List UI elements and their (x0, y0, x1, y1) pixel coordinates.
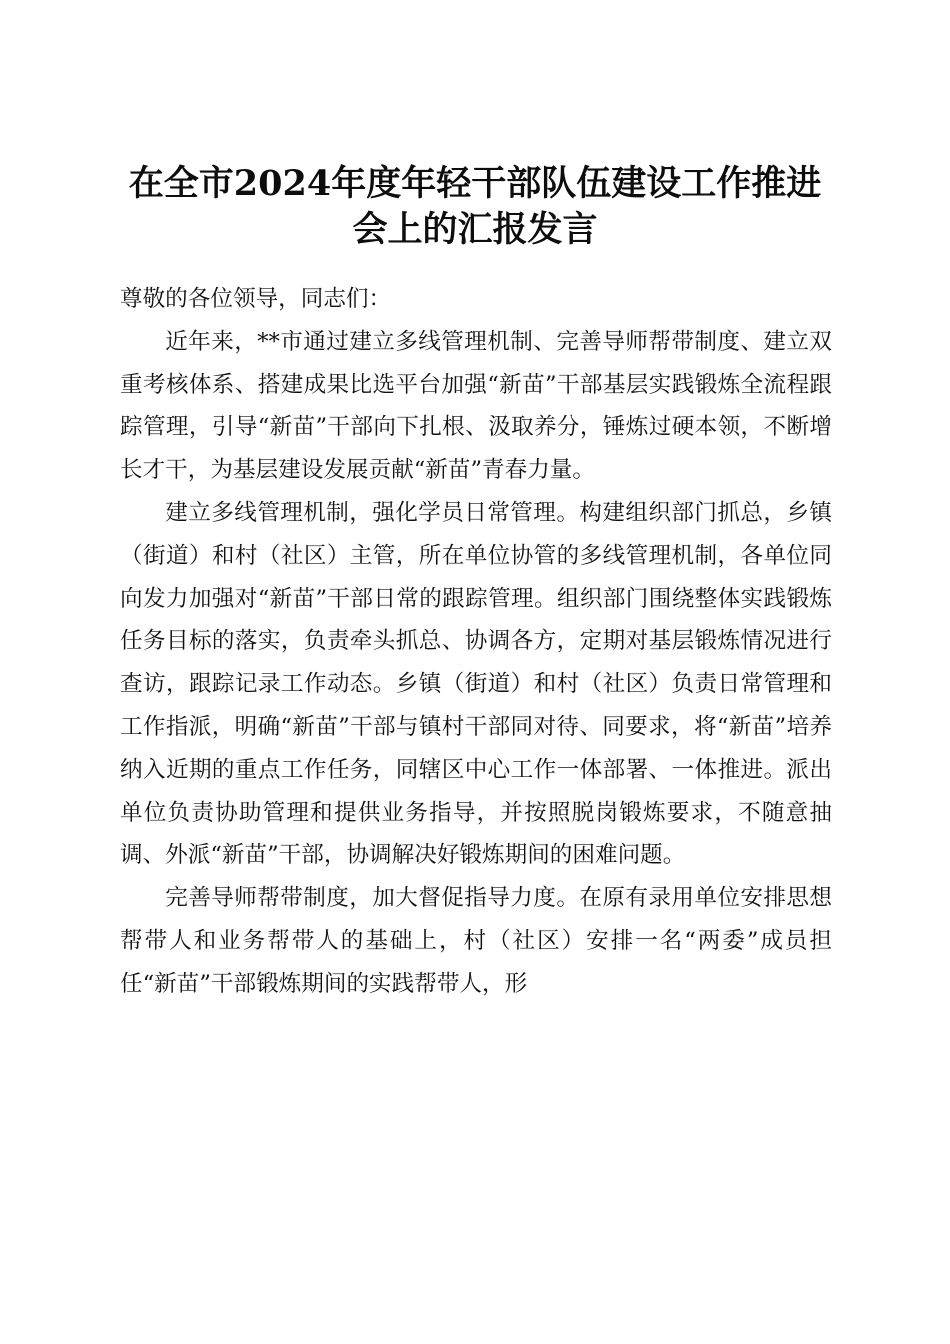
title-line-2: 会上的汇报发言 (352, 209, 598, 251)
paragraph-management: 建立多线管理机制，强化学员日常管理。构建组织部门抓总，乡镇（街道）和村（社区）主管，所在单位协管的多线管理机制，各单位同向发力加强对“新苗”干部日常的跟踪管理。组织部门围绕整体实践锻炼任务目标的落实，负责牵头抓总、协调各方，定期对基层锻炼情况进行查访，跟踪记录工作动态。乡镇（街道）和村（社区）负责日常管理和工作指派，明确“新苗”干部与镇村干部同对待、同要求，将“新苗”培养纳入近期的重点工作任务，同辖区中心工作一体部署、一体推进。派出单位负责协助管理和提供业务指导，并按照脱岗锻炼要求，不随意抽调、外派“新苗”干部，协调解决好锻炼期间的困难问题。 (120, 499, 832, 869)
paragraph-mentorship: 完善导师帮带制度，加大督促指导力度。在原有录用单位安排思想帮带人和业务帮带人的基础上，村（社区）安排一名“两委”成员担任“新苗”干部锻炼期间的实践帮带人，形 (120, 885, 832, 997)
salutation: 尊敬的各位领导，同志们： (120, 286, 392, 312)
document-body (120, 278, 832, 1006)
paragraph-intro: 近年来，**市通过建立多线管理机制、完善导师帮带制度、建立双重考核体系、搭建成果比选平台加强“新苗”干部基层实践锻炼全流程跟踪管理，引导“新苗”干部向下扎根、汲取养分，锤炼过硬本领，不断增长才干，为基层建设发展贡献“新苗”青春力量。 (120, 328, 832, 484)
title-line-1: 在全市2024年度年轻干部队伍建设工作推进 (128, 163, 822, 205)
document-title (100, 161, 850, 253)
